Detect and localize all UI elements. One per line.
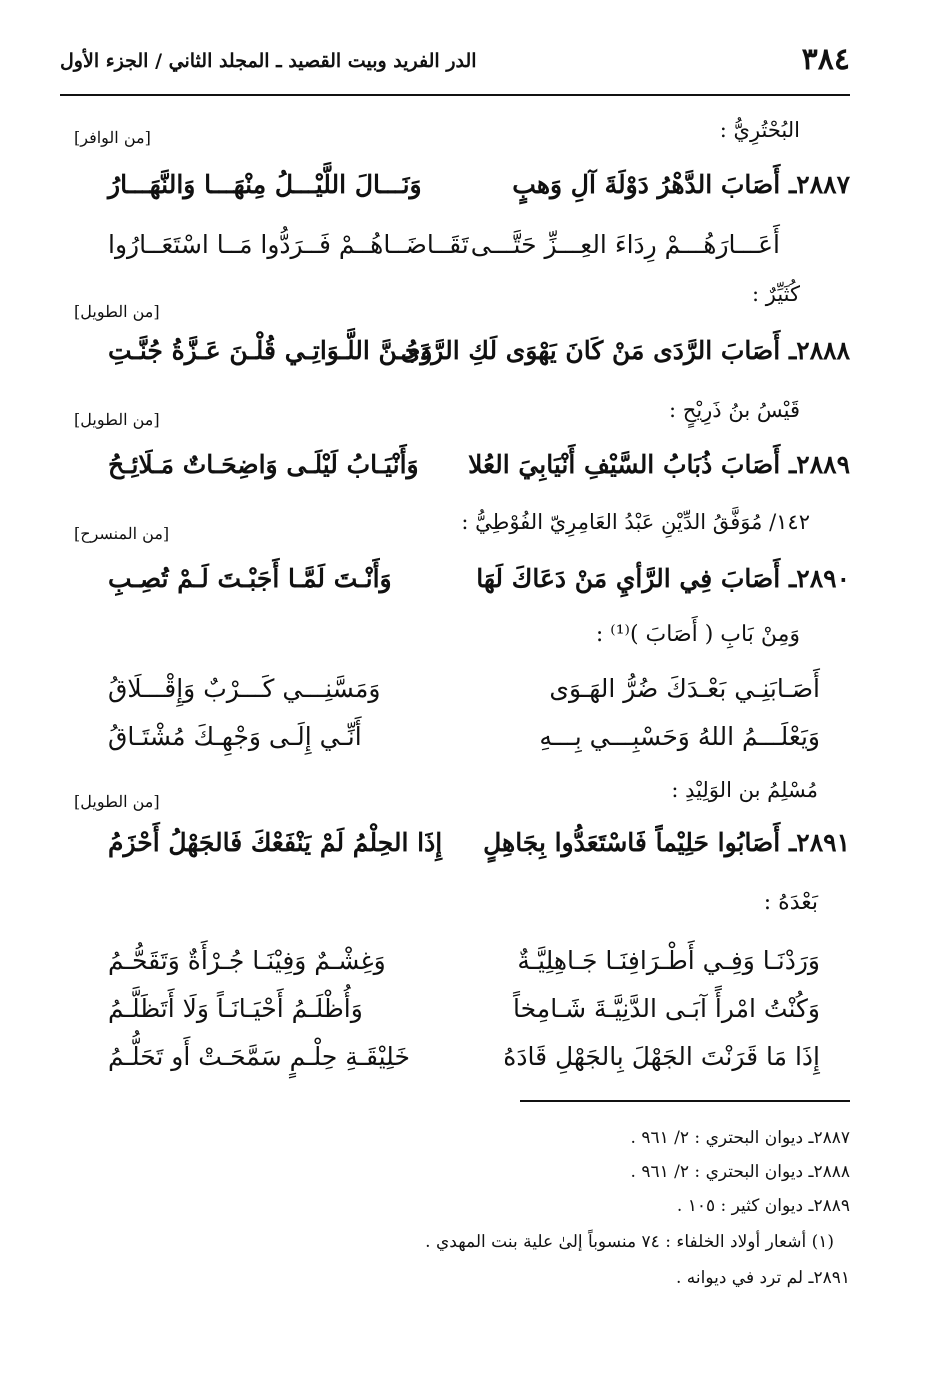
- section-heading-text: بَعْدَهُ :: [763, 890, 818, 915]
- poet-name: كُثَيِّرٌ :: [751, 282, 800, 306]
- running-title: الدر الفريد وبيت القصيد ـ المجلد الثاني / الجزء الأول: [60, 50, 477, 72]
- verse-second-hemistich: تَقَــاضَــاهُــمْ فَــرَدُّوا مَــا اسْتَعَــارُوا: [108, 230, 469, 259]
- page-header: [60, 42, 850, 90]
- verse-2887-cont: [60, 230, 850, 270]
- header-divider: [60, 94, 850, 96]
- verse-first-hemistich: وَكُنْتُ امْرأً آبَـى الدَّنِيَّـةَ شَـامِخاً: [513, 994, 820, 1023]
- verse-number: ٢٨٨٩ـ: [788, 450, 850, 479]
- footnote-divider: [520, 1100, 850, 1102]
- hemistich-text: أَصَابَ ذُبَابُ السَّيْفِ أَنْيَابِيَ العُلا: [468, 450, 781, 479]
- verse-number: ٢٨٨٧ـ: [788, 170, 850, 199]
- poet-heading: [60, 282, 850, 321]
- section-heading-text: وَمِنْ بَابِ ( أَصَابَ )⁽¹⁾ :: [595, 622, 800, 647]
- meter-label: [من الوافر]: [74, 128, 151, 147]
- meter-label: [من الطويل]: [74, 792, 160, 811]
- verse-second-hemistich: وَنَـــالَ اللَّيْـــلُ مِنْهَـــا وَالنَّهَـــارُ: [108, 170, 422, 199]
- verse-2889: [60, 450, 850, 490]
- verse-second-hemistich: وَأَنْيَـابُ لَيْلَـى وَاضِحَـاتٌ مَـلَائِـحُ: [108, 450, 419, 479]
- verse-first-hemistich: [476, 564, 850, 593]
- footnote: (١) أشعار أولاد الخلفاء : ٧٤ منسوباً إلىٰ علية بنت المهدي .: [425, 1232, 834, 1252]
- verse-second-hemistich: وَمَسَّنِـــي كَـــرْبٌ وَإِقْـــلَاقُ: [108, 674, 381, 703]
- poet-heading: [60, 118, 850, 148]
- footnote: ٢٨٩١ـ لم ترد في ديوانه .: [675, 1268, 850, 1288]
- meter-label: [من الطويل]: [74, 302, 160, 321]
- poet-name: البُحْتُرِيُّ :: [719, 118, 800, 142]
- verse-first-hemistich: [512, 170, 850, 199]
- extra-verse: [60, 674, 850, 714]
- verse-2888: [60, 336, 850, 376]
- verse-2890: [60, 564, 850, 604]
- verse-number: ٢٨٩٠ـ: [788, 564, 850, 593]
- verse-first-hemistich: [468, 450, 850, 479]
- extra-verse: [60, 1042, 850, 1082]
- page-number: ٣٨٤: [801, 42, 850, 77]
- verse-second-hemistich: أَنِّـي إِلَـى وَجْهِـكَ مُشْتَـاقُ: [108, 722, 362, 751]
- extra-verse: [60, 994, 850, 1034]
- poet-heading: [60, 398, 850, 428]
- meter-label: [من المنسرح]: [74, 524, 170, 543]
- verse-second-hemistich: خَلِيْقَـةِ حِلْـمٍ سَمَّحَـتْ أَو تَحَلُّـمُ: [108, 1042, 410, 1071]
- poet-name: ١٤٢/ مُوَفَّقُ الدِّيْنِ عَبْدُ العَامِرِيّ الفُوْطِيُّ :: [461, 510, 810, 534]
- verse-second-hemistich: وَغِشْـمٌ وَفِيْنَـا جُـرْأَةٌ وَتَقَحُّـمُ: [108, 946, 386, 975]
- verse-second-hemistich: وَأُظْلَـمُ أَحْيَـانَـاً وَلَا أَتَظَلَّـمُ: [108, 994, 363, 1023]
- poet-heading: [60, 510, 850, 543]
- verse-first-hemistich: [401, 336, 850, 365]
- verse-first-hemistich: إِذَا مَا قَرَنْتَ الجَهْلَ بِالجَهْلِ قَادَهُ: [503, 1042, 820, 1071]
- verse-number: ٢٨٨٨ـ: [788, 336, 850, 365]
- section-heading: [60, 890, 850, 922]
- verse-2891: [60, 828, 850, 868]
- verse-first-hemistich: أَصَـابَنِـي بَعْـدَكَ ضُرُّ الهَـوَى: [549, 674, 820, 703]
- hemistich-text: أَصَابَ الدَّهْرُ دَوْلَةَ آلِ وَهبٍ: [512, 170, 781, 199]
- verse-2887: [60, 170, 850, 210]
- verse-first-hemistich: أَعَـــارَهُـــمْ رِدَاءَ العِـــزِّ حَتَّـــى: [470, 230, 780, 259]
- footnote: ٢٨٨٩ـ ديوان كثير : ١٠٥ .: [676, 1196, 850, 1216]
- extra-verse: [60, 722, 850, 762]
- verse-first-hemistich: [483, 828, 850, 857]
- meter-label: [من الطويل]: [74, 410, 160, 429]
- verse-second-hemistich: وَجُـنَّ اللَّـوَاتِـي قُلْـنَ عَـزَّةُ جُنَّـتِ: [108, 336, 433, 365]
- hemistich-text: أَصَابَ الرَّدَى مَنْ كَانَ يَهْوَى لَكِ الرَّدَى: [400, 336, 781, 365]
- section-heading: [60, 622, 850, 654]
- footnote: ٢٨٨٨ـ ديوان البحتري : ٢/ ٩٦١ .: [630, 1162, 850, 1182]
- verse-second-hemistich: وَأَنْـتَ لَمَّـا أَجَبْـتَ لَـمْ تُصِـبِ: [108, 564, 392, 593]
- poet-heading: [60, 778, 850, 811]
- verse-first-hemistich: وَرَدْنَـا وَفِـي أَطْـرَافِنَـا جَـاهِلِيَّـةٌ: [517, 946, 820, 975]
- footnote: ٢٨٨٧ـ ديوان البحتري : ٢/ ٩٦١ .: [630, 1128, 850, 1148]
- verse-number: ٢٨٩١ـ: [788, 828, 850, 857]
- hemistich-text: أَصَابُوا حَلِيْماً فَاسْتَعَدُّوا بِجَاهِلٍ: [483, 828, 781, 857]
- poet-name: قَيْسُ بنُ ذَرِيْحٍ :: [669, 398, 800, 422]
- hemistich-text: أَصَابَ فِي الرَّأيِ مَنْ دَعَاكَ لَهَا: [476, 564, 781, 593]
- verse-first-hemistich: وَيَعْلَـــمُ اللهُ وَحَسْبِـــي بِـــهِ: [539, 722, 820, 751]
- poet-name: مُسْلِمُ بن الوَلِيْدِ :: [671, 778, 818, 802]
- verse-second-hemistich: إِذَا الحِلْمُ لَمْ يَنْفَعْكَ فَالجَهْلُ أَحْزَمُ: [108, 828, 443, 857]
- extra-verse: [60, 946, 850, 986]
